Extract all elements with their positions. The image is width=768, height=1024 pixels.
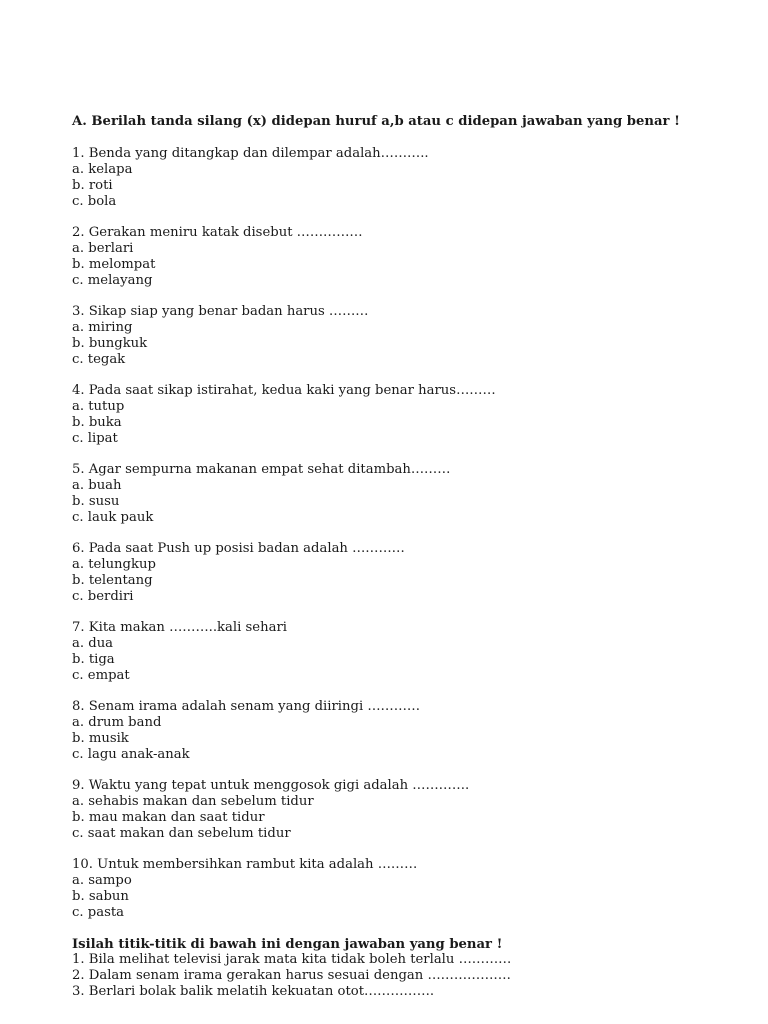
question-text: 7. Kita makan ………..kali sehari <box>72 620 287 636</box>
option-c: c. empat <box>72 667 130 683</box>
option-c: c. lipat <box>72 430 118 446</box>
option-b: b. tiga <box>72 652 115 668</box>
option-b: b. melompat <box>72 256 156 272</box>
option-a: a. dua <box>72 636 114 652</box>
option-a: a. tutup <box>72 398 125 414</box>
section-a-heading: A. Berilah tanda silang (x) didepan huruf a,b atau c didepan jawaban yang benar ! <box>72 114 680 129</box>
question-text: 3. Sikap siap yang benar badan harus ……… <box>72 304 369 320</box>
option-b: b. roti <box>72 177 113 193</box>
option-b: b. sabun <box>72 889 129 905</box>
worksheet-page <box>72 114 732 1000</box>
option-c: c. saat makan dan sebelum tidur <box>72 826 291 842</box>
option-a: a. buah <box>72 478 122 494</box>
option-a: a. telungkup <box>72 557 156 573</box>
option-c: c. lauk pauk <box>72 509 154 525</box>
fill-in-item-3: 3. Berlari bolak balik melatih kekuatan otot……………. <box>72 984 435 1000</box>
question-9 <box>72 778 732 842</box>
option-a: a. drum band <box>72 715 162 731</box>
section-b-heading: Isilah titik-titik di bawah ini dengan jawaban yang benar ! <box>72 936 503 952</box>
option-c: c. melayang <box>72 272 153 288</box>
option-a: a. kelapa <box>72 161 133 177</box>
section-b <box>72 937 732 1001</box>
option-b: b. telentang <box>72 572 153 588</box>
option-c: c. lagu anak-anak <box>72 747 190 762</box>
option-c: c. tegak <box>72 351 126 367</box>
question-text: 5. Agar sempurna makanan empat sehat ditambah……… <box>72 462 451 478</box>
question-10 <box>72 857 732 921</box>
question-text: 9. Waktu yang tepat untuk menggosok gigi adalah …………. <box>72 778 470 794</box>
fill-in-item-1: 1. Bila melihat televisi jarak mata kita tidak boleh terlalu ………… <box>72 952 512 968</box>
question-text: 4. Pada saat sikap istirahat, kedua kaki yang benar harus……… <box>72 383 496 399</box>
option-a: a. sampo <box>72 873 132 889</box>
option-b: b. buka <box>72 414 122 430</box>
question-4 <box>72 383 732 447</box>
question-7 <box>72 620 732 684</box>
question-2 <box>72 225 732 289</box>
question-1 <box>72 146 732 210</box>
option-c: c. bola <box>72 193 117 209</box>
option-a: a. miring <box>72 319 133 335</box>
question-text: 10. Untuk membersihkan rambut kita adalah ……… <box>72 857 418 873</box>
question-text: 6. Pada saat Push up posisi badan adalah ………… <box>72 541 405 557</box>
question-5 <box>72 462 732 526</box>
option-b: b. bungkuk <box>72 335 148 351</box>
question-text: 1. Benda yang ditangkap dan dilempar adalah……….. <box>72 145 429 161</box>
question-text: 2. Gerakan meniru katak disebut …………… <box>72 224 363 240</box>
question-8 <box>72 699 732 763</box>
option-c: c. pasta <box>72 905 125 921</box>
option-a: a. berlari <box>72 240 134 256</box>
question-text: 8. Senam irama adalah senam yang diiringi ………… <box>72 699 421 715</box>
option-b: b. mau makan dan saat tidur <box>72 810 265 826</box>
fill-in-item-2: 2. Dalam senam irama gerakan harus sesuai dengan ………………. <box>72 968 511 984</box>
option-c: c. berdiri <box>72 588 134 604</box>
option-b: b. musik <box>72 731 129 747</box>
question-6 <box>72 541 732 605</box>
option-a: a. sehabis makan dan sebelum tidur <box>72 794 314 810</box>
option-b: b. susu <box>72 493 120 509</box>
question-3 <box>72 304 732 368</box>
